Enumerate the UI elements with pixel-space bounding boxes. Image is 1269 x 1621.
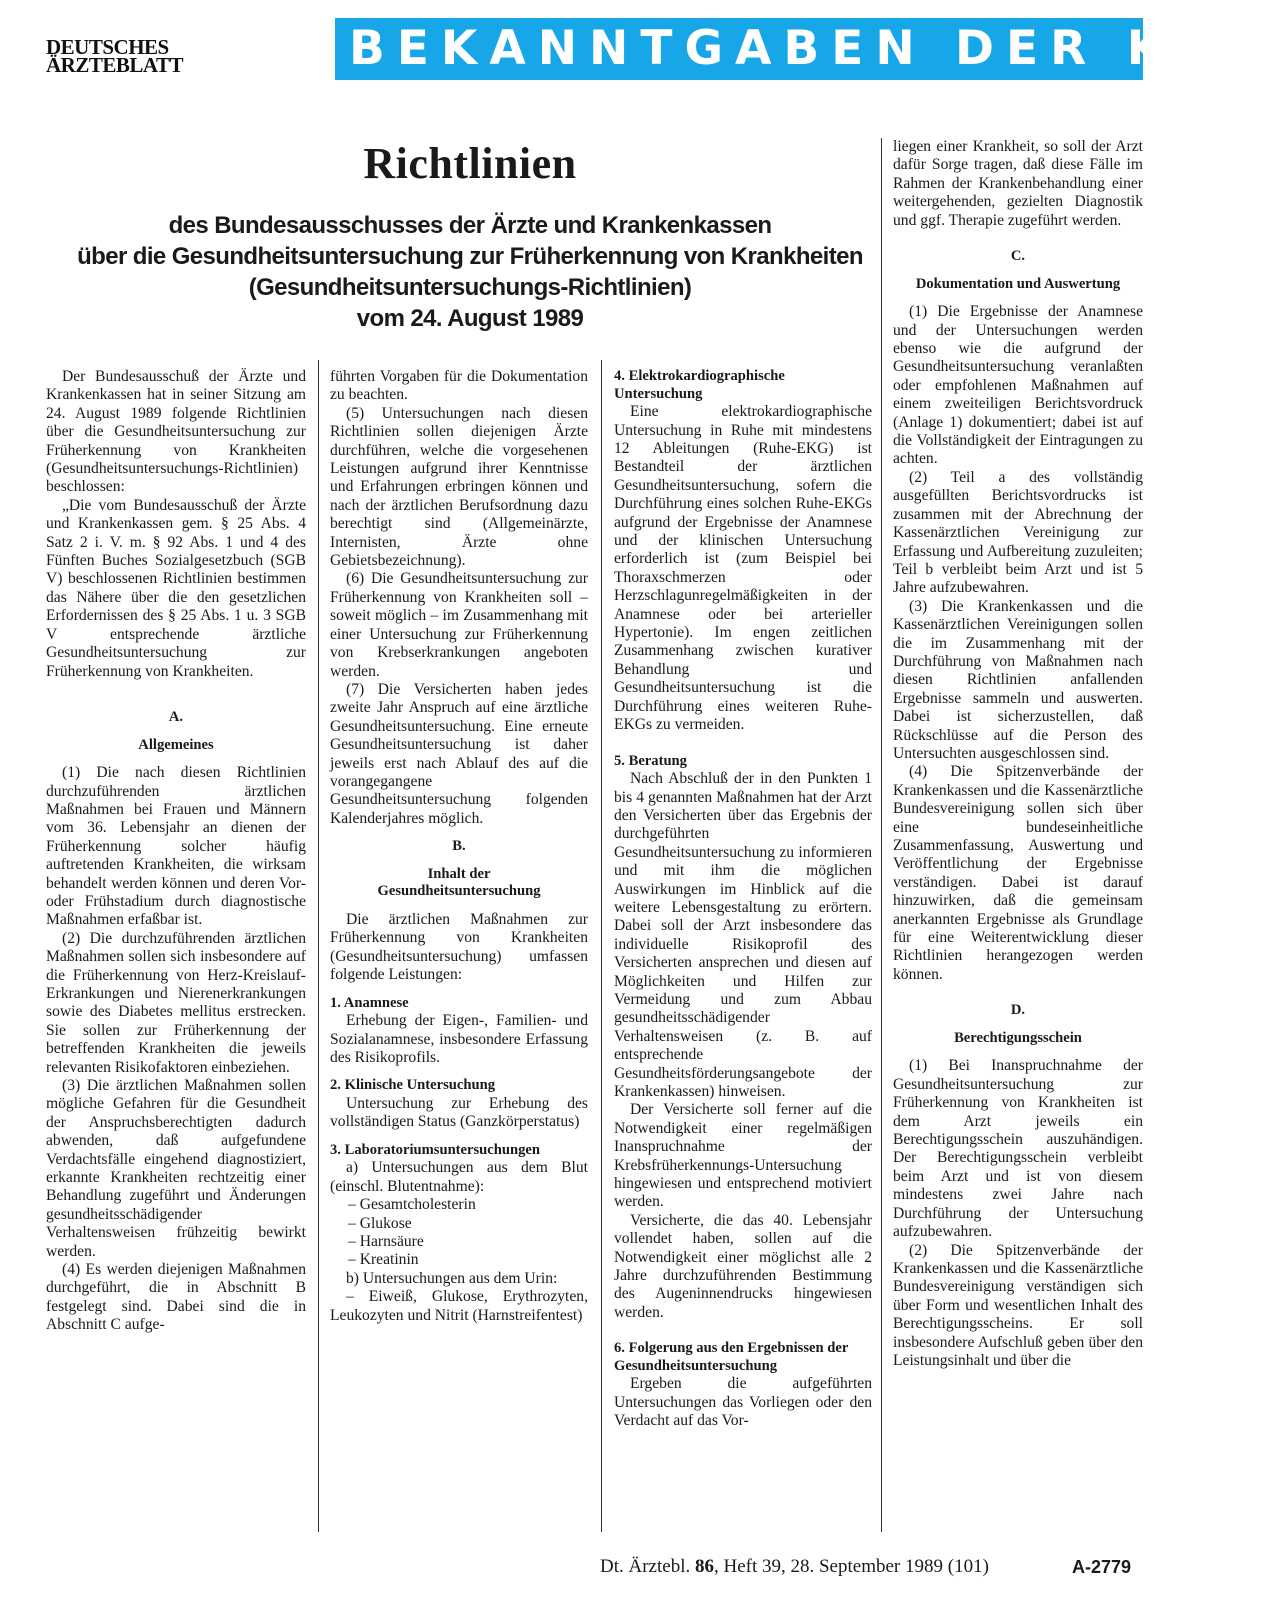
item-3a-text: a) Untersuchungen aus dem Blut (einschl. Blutentnahme): [330, 1159, 588, 1195]
section-banner: BEKANNTGABEN DER KBV [335, 18, 1143, 80]
paragraph-c4: (4) Die Spitzenverbände der Krankenkassen und die Kassenärztliche Bundesvereinigung sollen sich über eine bundeseinheitliche Zusammenfassung, Auswertung und Veröffentlichung der Ergebnisse verständigen. Dabei ist darauf hinzuwirken, daß die gemeinsam anerkannten Ergebnisse als Grundlage für eine Weiterentwicklung dieser Richtlinien herangezogen werden können. [893, 763, 1143, 983]
masthead-line-2: ÄRZTEBLATT [46, 53, 183, 77]
paragraph-continued: führten Vorgaben für die Dokumentation zu beachten. [330, 368, 588, 404]
page-subtitle [60, 210, 880, 334]
page-number: A-2779 [1072, 1557, 1132, 1577]
text-column-2 [330, 368, 588, 1578]
paragraph-c1: (1) Die Ergebnisse der Anamnese und der Untersuchungen werden ebenso wie die aufgrund der Gesundheitsuntersuchung veranlaßten oder empfohlenen Maßnahmen auf einem zweiteiligen Berichtsvordruck (Anlage 1) dokumentiert; dabei ist auf die Vollständigkeit der Eintragungen zu achten. [893, 303, 1143, 468]
paragraph-continued: liegen einer Krankheit, so soll der Arzt dafür Sorge tragen, daß diese Fälle im Rahmen der Krankenbehandlung einer weitergehenden, gezielten Diagnostik und ggf. Therapie zugeführt werden. [893, 138, 1143, 229]
paragraph-a7: (7) Die Versicherten haben jedes zweite Jahr Anspruch auf eine ärztliche Gesundheitsuntersuchung. Eine erneute Gesundheitsuntersuchung ist daher jeweils erst nach Ablauf des auf die vorangegangene Gesundheitsuntersuchung folgenden Kalenderjahres möglich. [330, 680, 588, 827]
item-2-text: Untersuchung zur Erhebung des vollständigen Status (Ganzkörperstatus) [330, 1094, 588, 1131]
column-rule [881, 138, 882, 1532]
section-b-letter: B. [452, 838, 466, 855]
list-item: – Gesamtcholesterin [348, 1196, 588, 1214]
blood-test-list [330, 1196, 588, 1270]
list-item: – Glukose [348, 1215, 588, 1233]
text-column-4 [893, 138, 1143, 1578]
item-5-heading: 5. Beratung [614, 752, 687, 769]
section-a-heading: Allgemeines [138, 736, 214, 753]
section-d-letter: D. [1010, 1002, 1026, 1019]
item-6-text: Ergeben die aufgeführten Untersuchungen das Vorliegen oder den Verdacht auf das Vor- [614, 1375, 872, 1430]
item-1-heading: 1. Anamnese [330, 994, 409, 1011]
paragraph-d1: (1) Bei Inanspruchnahme der Gesundheitsuntersuchung zur Früherkennung von Krankheiten ist dem Arzt jeweils ein Berechtigungsschein auszuhändigen. Der Berechtigungsschein verbleibt beim Arzt und ist von diesem mindestens zwei Jahre nach Durchführung der Untersuchung aufzubewahren. [893, 1057, 1143, 1241]
item-4-text: Eine elektrokardiographische Untersuchung in Ruhe mit mindestens 12 Ableitungen (Ruhe-EKG) ist Bestandteil der ärztlichen Gesundheitsuntersuchung, sofern die Durchführung eines solchen Ruhe-EKGs aufgrund der Ergebnisse der Anamnese und der klinischen Untersuchung erforderlich ist (zum Beispiel bei Thoraxschmerzen oder Herzschlagunregelmäßigkeiten in der Anamnese oder bei arterieller Hypertonie). Im engen zeitlichen Zusammenhang zwischen kurativer Behandlung und Gesundheitsuntersuchung ist die Durchführung eines weiteren Ruhe-EKGs zu vermeiden. [614, 403, 872, 734]
section-b-intro: Die ärztlichen Maßnahmen zur Früherkennung von Krankheiten (Gesundheitsuntersuchung) umfassen folgende Leistungen: [330, 910, 588, 984]
subtitle-line-4: vom 24. August 1989 [356, 305, 584, 332]
item-3-heading: 3. Laboratoriumsuntersuchungen [330, 1141, 541, 1158]
section-d-heading: Berechtigungsschein [954, 1029, 1082, 1046]
text-column-1 [46, 368, 306, 1578]
paragraph-c3: (3) Die Krankenkassen und die Kassenärztlichen Vereinigungen sollen die im Zusammenhang mit der Durchführung von Maßnahmen nach diesen Richtlinien anfallenden Ergebnisse sammeln und auswerten. Dabei ist sicherzustellen, daß Rückschlüsse auf die Person des Untersuchten ausgeschlossen sind. [893, 597, 1143, 762]
subtitle-line-2: über die Gesundheitsuntersuchung zur Früherkennung von Krankheiten [77, 243, 863, 270]
item-3b-detail: – Eiweiß, Glukose, Erythrozyten, Leukozyten und Nitrit (Harnstreifentest) [330, 1288, 588, 1324]
paragraph-a6: (6) Die Gesundheitsuntersuchung zur Früherkennung von Krankheiten soll – soweit möglich – im Zusammenhang mit einer Untersuchung zur Früherkennung von Krebserkrankungen angeboten werden. [330, 570, 588, 680]
paragraph-a1: (1) Die nach diesen Richtlinien durchzuführenden ärztlichen Maßnahmen bei Frauen und Männern vom 36. Lebensjahr an dienen der Früherkennung solcher häufig auftretenden Krankheiten, die wirksam behandelt werden können und deren Vor- oder Frühstadium durch diagnostische Maßnahmen erfaßbar ist. [46, 764, 306, 929]
paragraph-c2: (2) Teil a des vollständig ausgefüllten Berichtsvordrucks ist zusammen mit der Abrechnung der Kassenärztlichen Vereinigung zur Erfassung und Aufbereitung zuzuleiten; Teil b verbleibt beim Arzt und ist 5 Jahre aufzubewahren. [893, 468, 1143, 597]
subtitle-line-1: des Bundesausschusses der Ärzte und Krankenkassen [168, 212, 772, 239]
paragraph-a3: (3) Die ärztlichen Maßnahmen sollen mögliche Gefahren für die Gesundheit der Anspruchsberechtigten dadurch abwenden, daß aufgefundene Verdachtsfälle eingehend diagnostiziert, erkannte Krankheiten rechtzeitig einer Behandlung zugeführt und Änderungen gesundheitsschädigender Verhaltensweisen frühzeitig bewirkt werden. [46, 1077, 306, 1260]
item-5-text-1: Nach Abschluß der in den Punkten 1 bis 4 genannten Maßnahmen hat der Arzt den Versicherten über das Ergebnis der durchgeführten Gesundheitsuntersuchung zu informieren und mit ihm die möglichen Auswirkungen im Hinblick auf die weitere Lebensgestaltung zu erörtern. Dabei soll der Arzt insbesondere das individuelle Risikoprofil des Versicherten ansprechen und diesen auf Möglichkeiten und Hilfen zur Vermeidung und zum Abbau gesundheitsschädigender Verhaltensweisen (z. B. auf entsprechende Gesundheitsförderungsangebote der Krankenkassen) hinweisen. [614, 770, 872, 1100]
quote-paragraph: „Die vom Bundesausschuß der Ärzte und Krankenkassen gem. § 25 Abs. 4 Satz 2 i. V. m. § 92 Abs. 1 und 4 des Fünften Buches Sozialgesetzbuch (SGB V) beschlossenen Richtlinien bestimmen das Nähere über die den gesetzlichen Erfordernissen des § 25 Abs. 1 u. 3 SGB V entsprechende ärztliche Gesundheitsuntersuchung zur Früherkennung von Krankheiten. [46, 496, 306, 680]
item-5-text-2: Der Versicherte soll ferner auf die Notwendigkeit einer regelmäßigen Inanspruchnahme der Krebsfrüherkennungs-Untersuchung hingewiesen und entsprechend motiviert werden. [614, 1101, 872, 1211]
citation-issue-date: , Heft 39, 28. September 1989 (101) [713, 1556, 989, 1577]
section-b-heading-line-1: Inhalt der [427, 865, 491, 882]
item-3b-text: b) Untersuchungen aus dem Urin: [346, 1269, 558, 1287]
paragraph-a4: (4) Es werden diejenigen Maßnahmen durchgeführt, die in Abschnitt B festgelegt sind. Dabei sind die in Abschnitt C aufge- [46, 1261, 306, 1334]
column-rule [318, 360, 319, 1532]
subtitle-line-3: (Gesundheitsuntersuchungs-Richtlinien) [248, 274, 692, 301]
intro-paragraph: Der Bundesausschuß der Ärzte und Krankenkassen hat in seiner Sitzung am 24. August 1989 folgende Richtlinien über die Gesundheitsuntersuchung zur Früherkennung von Krankheiten (Gesundheitsuntersuchungs-Richtlinien) beschlossen: [46, 368, 306, 496]
section-b-heading-line-2: Gesundheitsuntersuchung [377, 883, 541, 900]
item-2-heading: 2. Klinische Untersuchung [330, 1077, 496, 1094]
item-4-heading: 4. Elektrokardiographische Untersuchung [614, 368, 785, 402]
section-c-letter: C. [1010, 248, 1026, 265]
item-5-text-3: Versicherte, die das 40. Lebensjahr vollendet haben, sollen auf die Notwendigkeit einer möglichst alle 2 Jahre durchzuführenden Bestimmung des Augeninnendrucks hingewiesen werden. [614, 1211, 872, 1321]
item-1-text: Erhebung der Eigen-, Familien- und Sozialanamnese, insbesondere Erfassung des Risikoprofils. [330, 1012, 588, 1066]
section-a-letter: A. [168, 708, 184, 725]
list-item: – Kreatinin [348, 1251, 588, 1269]
citation-footer [600, 1556, 989, 1578]
list-item: – Harnsäure [348, 1233, 588, 1251]
journal-masthead [46, 35, 183, 77]
paragraph-a5: (5) Untersuchungen nach diesen Richtlinien sollen diejenigen Ärzte durchführen, welche die vorgesehenen Leistungen aufgrund ihrer Kenntnisse und Erfahrungen erbringen können und nach der ärztlichen Berufsordnung dazu berechtigt sind (Allgemeinärzte, Internisten, Ärzte ohne Gebietsbezeichnung). [330, 404, 588, 570]
masthead-line-1: DEUTSCHES [46, 35, 169, 59]
text-column-3 [614, 368, 872, 1578]
page-title: Richtlinien [363, 139, 577, 188]
section-c-heading: Dokumentation und Auswertung [915, 275, 1121, 292]
paragraph-a2: (2) Die durchzuführenden ärztlichen Maßnahmen sollen sich insbesondere auf die Früherkennung von Herz-Kreislauf-Erkrankungen und Nierenerkrankungen sowie des Diabetes mellitus erstrecken. Sie sollen zur Früherkennung der betreffenden Krankheiten die jeweils relevanten Risikofaktoren einbeziehen. [46, 929, 306, 1076]
column-rule [601, 360, 602, 1532]
paragraph-d2: (2) Die Spitzenverbände der Krankenkassen und die Kassenärztliche Bundesvereinigung verständigen sich über Form und wesentlichen Inhalt des Berechtigungsscheins. Er soll insbesondere Aufschluß geben über den Leistungsinhalt und über die [893, 1241, 1143, 1369]
citation-journal: Dt. Ärztebl. [600, 1556, 691, 1577]
citation-volume: 86 [694, 1556, 714, 1577]
item-6-heading: 6. Folgerung aus den Ergebnissen der Gesundheitsuntersuchung [614, 1340, 849, 1374]
